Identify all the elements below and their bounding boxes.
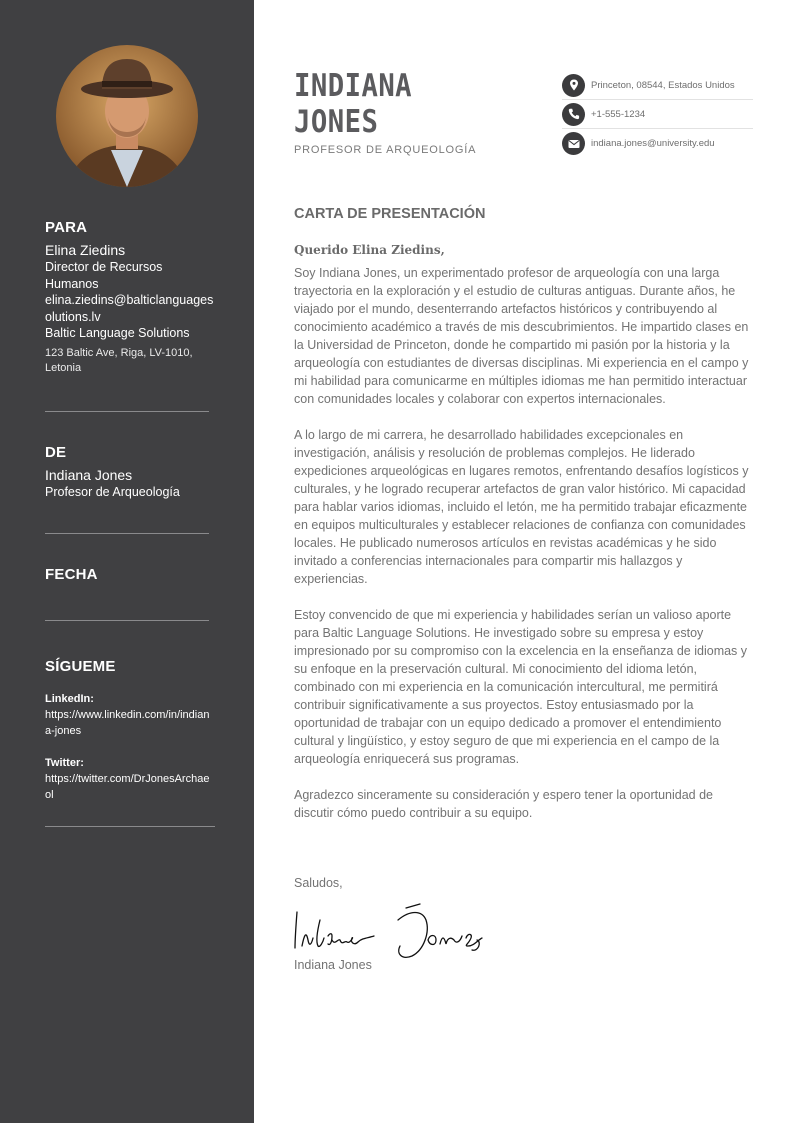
- paragraph: A lo largo de mi carrera, he desarrollado habilidades excepcionales en investigación, análisis y resolución de problemas complejos. He liderado expediciones arqueológicas en lugares remotos, enfrentando desafíos logísticos y culturales, y he logrado recuperar artefactos de gran valor histórico. Mi capacidad para hablar varios idiomas, incluido el letón, me ha permitido trabajar eficazmente en equipos multiculturales y establecer relaciones de confianza con comunidades locales. He publicado numerosos artículos en revistas académicas y he sido invitado a conferencias internacionales para compartir mis hallazgos y experiencias.: [294, 428, 749, 586]
- follow-heading: SÍGUEME: [45, 658, 116, 675]
- from-section: [45, 444, 215, 501]
- letter-body: [294, 264, 756, 840]
- contact-location-text: Princeton, 08544, Estados Unidos: [591, 79, 735, 91]
- job-title: PROFESOR DE ARQUEOLOGÍA: [294, 144, 477, 156]
- location-pin-icon: [562, 74, 585, 97]
- contact-location: [562, 71, 753, 100]
- sender-name: Indiana Jones: [45, 467, 133, 483]
- twitter-link[interactable]: https://twitter.com/DrJonesArchaeol: [45, 773, 210, 801]
- paragraph: Agradezco sinceramente su consideración y espero tener la oportunidad de discutir cómo puedo contribuir a su equipo.: [294, 788, 714, 820]
- sidebar: [0, 0, 254, 1123]
- divider: [45, 533, 209, 534]
- letter-title: CARTA DE PRESENTACIÓN: [294, 206, 486, 222]
- divider: [45, 411, 209, 412]
- to-heading: PARA: [45, 219, 88, 236]
- twitter-label: Twitter:: [45, 757, 84, 769]
- divider: [45, 826, 215, 827]
- recipient-name: Elina Ziedins: [45, 242, 126, 258]
- contact-email: [562, 129, 753, 158]
- phone-icon: [562, 103, 585, 126]
- recipient-email[interactable]: elina.ziedins@balticlanguagesolutions.lv: [45, 293, 214, 324]
- closing: Saludos,: [294, 876, 343, 890]
- name-block: [294, 68, 412, 140]
- date-section: [45, 566, 215, 583]
- divider: [45, 620, 209, 621]
- from-heading: DE: [45, 444, 67, 461]
- paragraph: Soy Indiana Jones, un experimentado profesor de arqueología con una larga trayectoria en la exploración y el estudio de culturas antiguas. Durante años, he viajado por el mundo, desenterrando artefactos históricos y contribuyendo al conocimiento académico a través de mis descubrimientos. He impartido clases en la Universidad de Princeton, donde he compartido mi pasión por la historia y la arqueología con estudiantes de diversas disciplinas. Mi experiencia en el campo y mi habilidad para comunicarme en múltiples idiomas me han permitido interactuar con comunidades locales y colaborar con expertos internacionales.: [294, 266, 749, 406]
- to-section: [45, 219, 215, 377]
- contact-email-text[interactable]: indiana.jones@university.edu: [591, 138, 715, 149]
- date-heading: FECHA: [45, 566, 98, 583]
- profile-photo: [56, 45, 198, 187]
- recipient-title: Director de Recursos Humanos: [45, 260, 163, 291]
- sender-title: Profesor de Arqueología: [45, 485, 180, 499]
- mail-icon: [562, 132, 585, 155]
- paragraph: Estoy convencido de que mi experiencia y habilidades serían un valioso aporte para Baltic Language Solutions. He investigado sobre su empresa y estoy impresionado por su compromiso con la excelencia en la enseñanza de idiomas y su enfoque en la preservación cultural. Mi conocimiento del idioma letón, combinado con mi experiencia en la comunicación intercultural, me permitirá contribuir significativamente a sus proyectos. Estoy entusiasmado por la oportunidad de trabajar con un equipo dedicado a promover el entendimiento cultural y lingüístico, y estoy seguro de que mi experiencia en el campo de la arqueología enriquecerá sus programas.: [294, 608, 748, 766]
- recipient-address: 123 Baltic Ave, Riga, LV-1010, Letonia: [45, 346, 193, 374]
- follow-section: [45, 658, 215, 803]
- last-name: JONES: [294, 104, 379, 140]
- linkedin-label: LinkedIn:: [45, 693, 94, 705]
- handwritten-signature: [292, 900, 492, 962]
- linkedin-link[interactable]: https://www.linkedin.com/in/indiana-jones: [45, 709, 210, 737]
- contact-phone-text[interactable]: +1-555-1234: [591, 108, 646, 120]
- salutation: Querido Elina Ziedins,: [294, 243, 445, 257]
- contact-phone: [562, 100, 753, 129]
- signed-name: Indiana Jones: [294, 958, 372, 972]
- recipient-company: Baltic Language Solutions: [45, 326, 190, 340]
- first-name: INDIANA: [294, 68, 413, 104]
- contact-list: [562, 71, 753, 158]
